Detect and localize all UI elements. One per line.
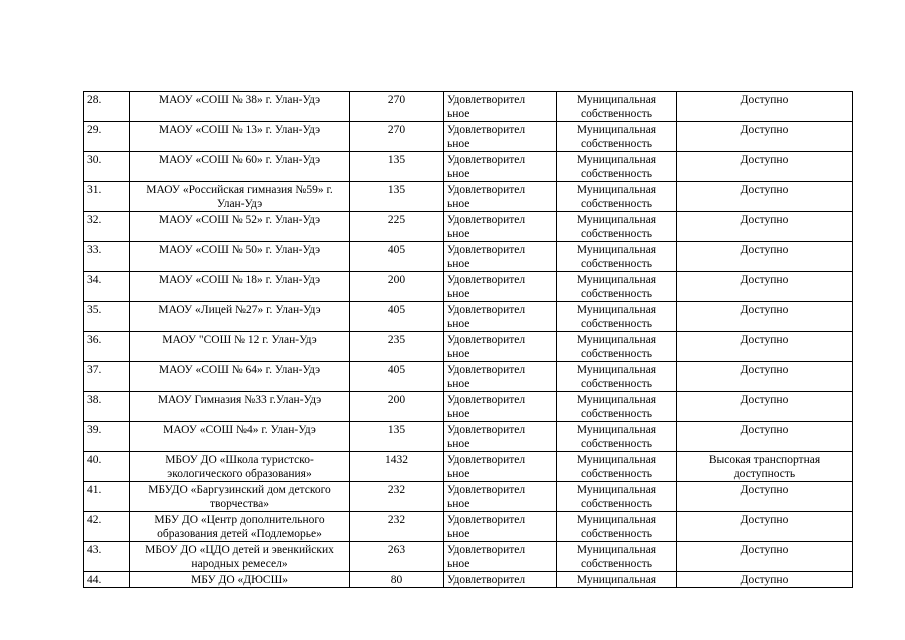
institution-name: МБУДО «Баргузинский дом детского творчества» xyxy=(130,482,350,512)
ownership-line-2: собственность xyxy=(580,198,653,210)
condition-line-1: Удовлетворител xyxy=(447,304,526,316)
ownership-line-1: Муниципальная xyxy=(576,394,657,406)
table-row xyxy=(84,452,853,482)
capacity-value: 235 xyxy=(350,332,444,362)
ownership-line-1: Муниципальная xyxy=(576,184,657,196)
row-number: 33. xyxy=(84,242,130,272)
table-row xyxy=(84,152,853,182)
condition-line-2: ьное xyxy=(447,558,470,570)
accessibility-value: Доступно xyxy=(677,392,853,422)
ownership-line-1: Муниципальная xyxy=(576,424,657,436)
condition-line-2: ьное xyxy=(447,348,470,360)
institution-name: МБОУ ДО «ЦДО детей и эвенкийских народных ремесел» xyxy=(130,542,350,572)
accessibility-value: Доступно xyxy=(677,152,853,182)
table-row xyxy=(84,302,853,332)
capacity-value: 263 xyxy=(350,542,444,572)
condition-line-1: Удовлетворител xyxy=(447,424,526,436)
institutions-table xyxy=(83,91,853,588)
row-number: 42. xyxy=(84,512,130,542)
ownership-line-2: собственность xyxy=(580,468,653,480)
ownership-line-2: собственность xyxy=(580,348,653,360)
ownership-line-2: собственность xyxy=(580,258,653,270)
condition-cell xyxy=(444,512,557,542)
condition-line-1: Удовлетворител xyxy=(447,184,526,196)
condition-line-2: ьное xyxy=(447,168,470,180)
condition-cell xyxy=(444,122,557,152)
capacity-value: 135 xyxy=(350,422,444,452)
ownership-line-1: Муниципальная xyxy=(576,244,657,256)
ownership-cell xyxy=(557,212,677,242)
capacity-value: 200 xyxy=(350,392,444,422)
institution-name: МБУ ДО «ДЮСШ» xyxy=(130,572,350,588)
ownership-line-2: собственность xyxy=(580,378,653,390)
condition-cell xyxy=(444,182,557,212)
institution-name: МАОУ «СОШ № 50» г. Улан-Удэ xyxy=(130,242,350,272)
row-number: 39. xyxy=(84,422,130,452)
row-number: 32. xyxy=(84,212,130,242)
institution-name: МАОУ «СОШ № 52» г. Улан-Удэ xyxy=(130,212,350,242)
table-row xyxy=(84,542,853,572)
accessibility-value: Доступно xyxy=(677,572,853,588)
institution-name: МАОУ «Лицей №27» г. Улан-Удэ xyxy=(130,302,350,332)
institution-name: МАОУ «СОШ № 60» г. Улан-Удэ xyxy=(130,152,350,182)
condition-line-1: Удовлетворител xyxy=(447,274,526,286)
accessibility-value: Доступно xyxy=(677,182,853,212)
ownership-line-1: Муниципальная xyxy=(576,304,657,316)
table-row xyxy=(84,212,853,242)
row-number: 43. xyxy=(84,542,130,572)
ownership-line-2: собственность xyxy=(580,498,653,510)
condition-cell xyxy=(444,212,557,242)
condition-line-1: Удовлетворител xyxy=(447,484,526,496)
ownership-cell xyxy=(557,332,677,362)
ownership-line-1: Муниципальная xyxy=(576,514,657,526)
ownership-line-1: Муниципальная xyxy=(576,484,657,496)
condition-cell xyxy=(444,422,557,452)
ownership-cell xyxy=(557,512,677,542)
table-row xyxy=(84,392,853,422)
condition-cell xyxy=(444,362,557,392)
ownership-line-1: Муниципальная xyxy=(576,544,657,556)
condition-line-2: ьное xyxy=(447,498,470,510)
condition-line-2: ьное xyxy=(447,378,470,390)
row-number: 44. xyxy=(84,572,130,588)
row-number: 29. xyxy=(84,122,130,152)
capacity-value: 405 xyxy=(350,242,444,272)
condition-line-1: Удовлетворител xyxy=(447,244,526,256)
row-number: 34. xyxy=(84,272,130,302)
accessibility-value: Доступно xyxy=(677,512,853,542)
accessibility-value: Доступно xyxy=(677,122,853,152)
condition-line-1: Удовлетворител xyxy=(447,364,526,376)
accessibility-value: Доступно xyxy=(677,92,853,122)
condition-line-1: Удовлетворител xyxy=(447,124,526,136)
condition-line-2: ьное xyxy=(447,288,470,300)
ownership-line-2: собственность xyxy=(580,168,653,180)
ownership-cell xyxy=(557,362,677,392)
row-number: 37. xyxy=(84,362,130,392)
row-number: 41. xyxy=(84,482,130,512)
accessibility-value: Доступно xyxy=(677,212,853,242)
condition-cell xyxy=(444,332,557,362)
capacity-value: 80 xyxy=(350,572,444,588)
condition-line-1: Удовлетворител xyxy=(447,154,526,166)
ownership-line-2: собственность xyxy=(580,108,653,120)
table-row xyxy=(84,512,853,542)
table-row xyxy=(84,332,853,362)
ownership-cell xyxy=(557,272,677,302)
capacity-value: 1432 xyxy=(350,452,444,482)
capacity-value: 200 xyxy=(350,272,444,302)
ownership-line-2: собственность xyxy=(580,438,653,450)
condition-cell xyxy=(444,482,557,512)
table-row xyxy=(84,572,853,588)
ownership-line-2: собственность xyxy=(580,408,653,420)
condition-line-1: Удовлетворител xyxy=(447,574,526,586)
ownership-cell xyxy=(557,302,677,332)
ownership-line-1: Муниципальная xyxy=(576,574,657,586)
accessibility-value: Доступно xyxy=(677,542,853,572)
institution-name: МАОУ «СОШ № 64» г. Улан-Удэ xyxy=(130,362,350,392)
accessibility-value: Доступно xyxy=(677,332,853,362)
condition-cell xyxy=(444,272,557,302)
condition-line-1: Удовлетворител xyxy=(447,514,526,526)
ownership-cell xyxy=(557,242,677,272)
table-body xyxy=(84,92,853,588)
ownership-line-2: собственность xyxy=(580,558,653,570)
condition-line-2: ьное xyxy=(447,528,470,540)
row-number: 35. xyxy=(84,302,130,332)
condition-line-1: Удовлетворител xyxy=(447,544,526,556)
condition-line-2: ьное xyxy=(447,408,470,420)
ownership-cell xyxy=(557,422,677,452)
ownership-cell xyxy=(557,452,677,482)
table-row xyxy=(84,122,853,152)
capacity-value: 405 xyxy=(350,362,444,392)
table-row xyxy=(84,92,853,122)
accessibility-value: Высокая транспортная доступность xyxy=(677,452,853,482)
condition-cell xyxy=(444,572,557,588)
table-row xyxy=(84,182,853,212)
capacity-value: 135 xyxy=(350,182,444,212)
condition-line-2: ьное xyxy=(447,228,470,240)
institution-name: МАОУ «Российская гимназия №59» г. Улан-Удэ xyxy=(130,182,350,212)
row-number: 28. xyxy=(84,92,130,122)
institution-name: МАОУ "СОШ № 12 г. Улан-Удэ xyxy=(130,332,350,362)
table-row xyxy=(84,482,853,512)
institution-name: МАОУ «СОШ № 13» г. Улан-Удэ xyxy=(130,122,350,152)
accessibility-value: Доступно xyxy=(677,482,853,512)
condition-line-2: ьное xyxy=(447,468,470,480)
condition-line-1: Удовлетворител xyxy=(447,214,526,226)
row-number: 30. xyxy=(84,152,130,182)
condition-cell xyxy=(444,92,557,122)
ownership-cell xyxy=(557,482,677,512)
capacity-value: 232 xyxy=(350,482,444,512)
condition-line-2: ьное xyxy=(447,318,470,330)
row-number: 40. xyxy=(84,452,130,482)
table-row xyxy=(84,362,853,392)
condition-cell xyxy=(444,242,557,272)
accessibility-value: Доступно xyxy=(677,302,853,332)
ownership-line-1: Муниципальная xyxy=(576,364,657,376)
table-row xyxy=(84,242,853,272)
ownership-line-1: Муниципальная xyxy=(576,274,657,286)
ownership-cell xyxy=(557,122,677,152)
ownership-line-2: собственность xyxy=(580,318,653,330)
row-number: 31. xyxy=(84,182,130,212)
condition-cell xyxy=(444,392,557,422)
capacity-value: 135 xyxy=(350,152,444,182)
condition-line-2: ьное xyxy=(447,108,470,120)
condition-cell xyxy=(444,452,557,482)
ownership-line-2: собственность xyxy=(580,228,653,240)
condition-line-2: ьное xyxy=(447,198,470,210)
condition-line-2: ьное xyxy=(447,138,470,150)
condition-line-1: Удовлетворител xyxy=(447,394,526,406)
ownership-line-2: собственность xyxy=(580,288,653,300)
institution-name: МАОУ Гимназия №33 г.Улан-Удэ xyxy=(130,392,350,422)
institution-name: МБОУ ДО «Школа туристско-экологического образования» xyxy=(130,452,350,482)
ownership-line-1: Муниципальная xyxy=(576,214,657,226)
accessibility-value: Доступно xyxy=(677,272,853,302)
ownership-line-1: Муниципальная xyxy=(576,94,657,106)
ownership-cell xyxy=(557,392,677,422)
ownership-line-1: Муниципальная xyxy=(576,124,657,136)
capacity-value: 270 xyxy=(350,92,444,122)
condition-cell xyxy=(444,152,557,182)
capacity-value: 225 xyxy=(350,212,444,242)
row-number: 36. xyxy=(84,332,130,362)
condition-cell xyxy=(444,302,557,332)
table-row xyxy=(84,272,853,302)
condition-line-1: Удовлетворител xyxy=(447,94,526,106)
ownership-line-1: Муниципальная xyxy=(576,454,657,466)
row-number: 38. xyxy=(84,392,130,422)
ownership-cell xyxy=(557,152,677,182)
ownership-line-2: собственность xyxy=(580,138,653,150)
condition-line-1: Удовлетворител xyxy=(447,334,526,346)
institution-name: МАОУ «СОШ № 18» г. Улан-Удэ xyxy=(130,272,350,302)
ownership-cell xyxy=(557,542,677,572)
institution-name: МАОУ «СОШ № 38» г. Улан-Удэ xyxy=(130,92,350,122)
accessibility-value: Доступно xyxy=(677,242,853,272)
ownership-line-1: Муниципальная xyxy=(576,334,657,346)
capacity-value: 405 xyxy=(350,302,444,332)
institution-name: МБУ ДО «Центр дополнительного образования детей «Подлеморье» xyxy=(130,512,350,542)
institution-name: МАОУ «СОШ №4» г. Улан-Удэ xyxy=(130,422,350,452)
condition-line-1: Удовлетворител xyxy=(447,454,526,466)
capacity-value: 232 xyxy=(350,512,444,542)
ownership-line-2: собственность xyxy=(580,528,653,540)
condition-line-2: ьное xyxy=(447,438,470,450)
table-row xyxy=(84,422,853,452)
accessibility-value: Доступно xyxy=(677,422,853,452)
ownership-cell xyxy=(557,92,677,122)
accessibility-value: Доступно xyxy=(677,362,853,392)
condition-cell xyxy=(444,542,557,572)
condition-line-2: ьное xyxy=(447,258,470,270)
ownership-cell xyxy=(557,572,677,588)
ownership-cell xyxy=(557,182,677,212)
ownership-line-1: Муниципальная xyxy=(576,154,657,166)
capacity-value: 270 xyxy=(350,122,444,152)
